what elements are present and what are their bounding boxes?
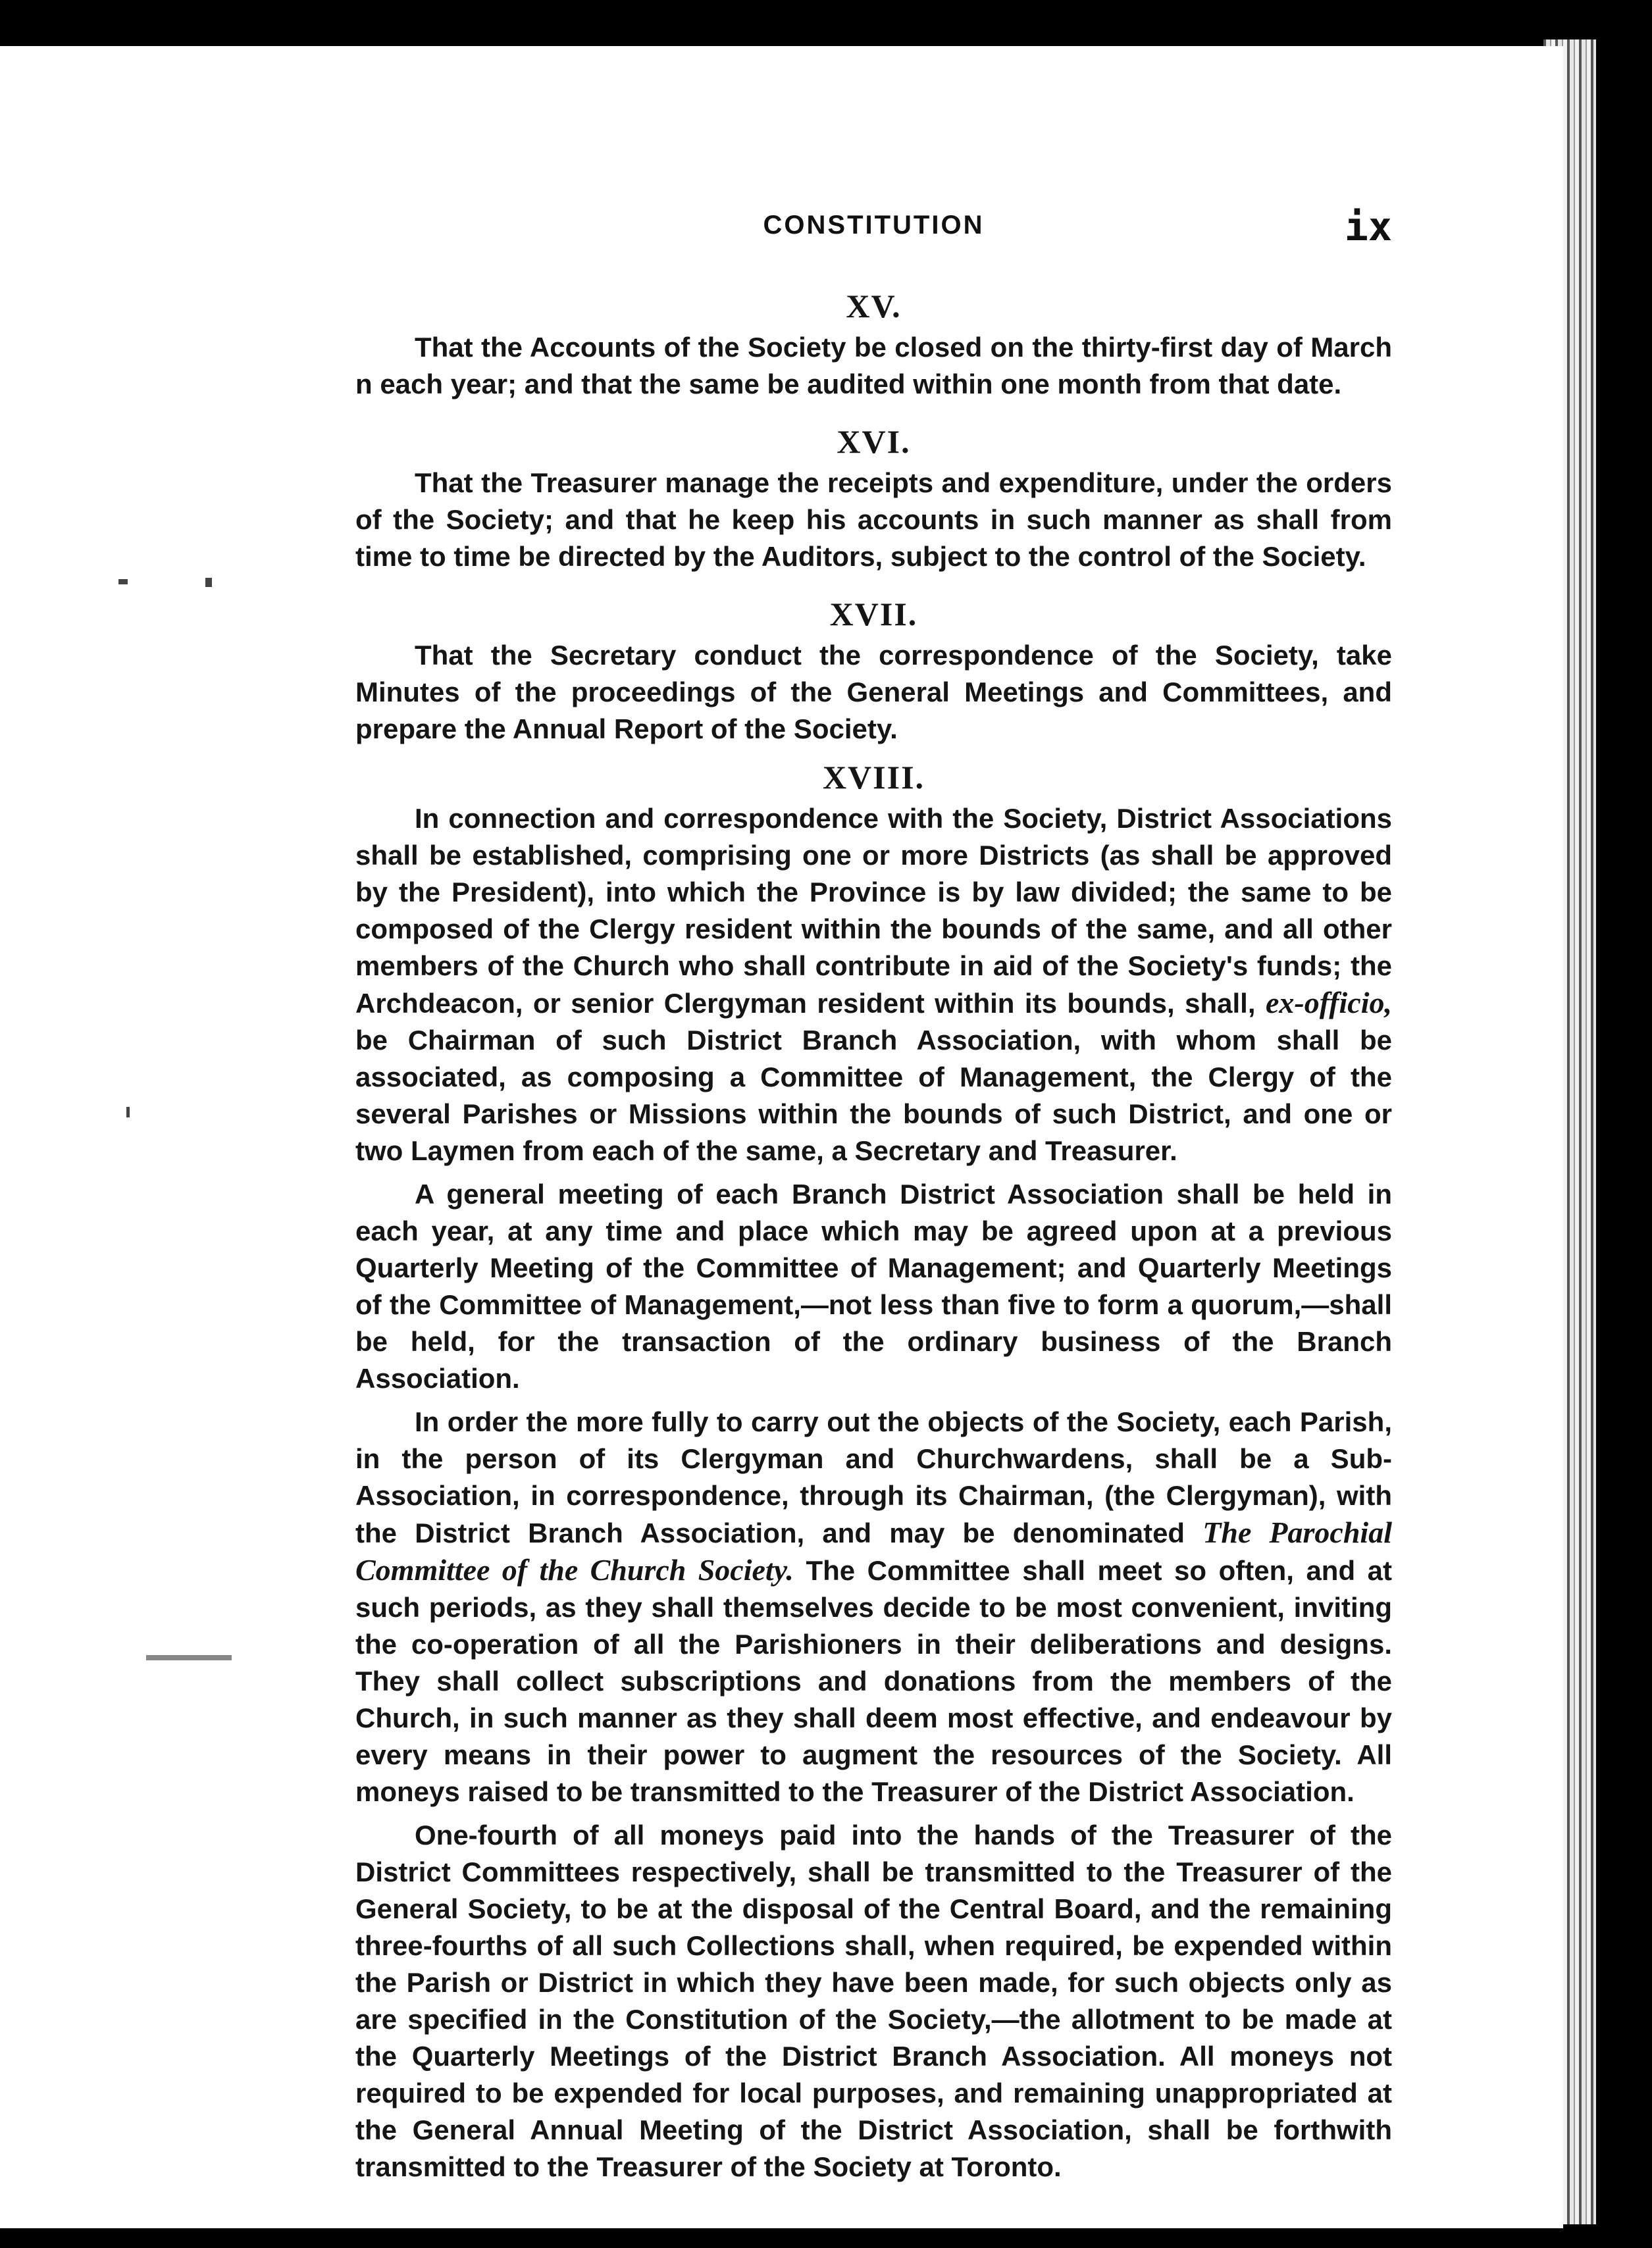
section-text-xv: That the Accounts of the Society be closed on the thirty-first day of March n each year; and that the same be audited within one month from that date. bbox=[355, 332, 1392, 399]
scan-speck bbox=[146, 1655, 232, 1660]
section-number-xvii: XVII. bbox=[829, 596, 918, 632]
page-number: ix bbox=[1344, 204, 1392, 250]
scan-border bbox=[1596, 39, 1652, 2248]
section-text-xvi: That the Treasurer manage the receipts and expenditure, under the orders of the Society; and that he keep his accounts in such manner as shall from time to time be directed by the Auditors, subject to the control of the Society. bbox=[355, 467, 1392, 572]
document-page bbox=[0, 46, 1563, 2228]
section-xviii-paragraph-3: In order the more fully to carry out the objects of the Society, each Parish, in the person of its Clergyman and Churchwardens, shall be a Sub-Association, in correspondence, through its Chairman, (the Clergyman), with the District Branch Association, and may be denominated The Parochial Committee of the Church Society. The Committee shall meet so often, and at such periods, as they shall themselves decide to be most convenient, inviting the co-operation of all the Parishioners in their deliberations and designs. They shall collect subscriptions and donations from the members of the Church, in such manner as they shall deem most effective, and endeavour by every means in their power to augment the resources of the Society. All moneys raised to be transmitted to the Treasurer of the District Association. bbox=[355, 1406, 1392, 1807]
section-xviii-paragraph-1: In connection and correspondence with the Society, District Associations shall be established, comprising one or more Districts (as shall be approved by the President), into which the Province is by law divided; the same to be composed of the Clergy resident within the bounds of the same, and all other members of the Church who shall contribute in aid of the Society's funds; the Archdeacon, or senior Clergyman resident within its bounds, shall, ex-officio, be Chairman of such District Branch Association, with whom shall be associated, as composing a Committee of Management, the Clergy of the several Parishes or Missions within the bounds of such District, and one or two Laymen from each of the same, a Secretary and Treasurer. bbox=[355, 803, 1392, 1166]
section-text-xvii: That the Secretary conduct the correspondence of the Society, take Minutes of the proceedings of the General Meetings and Committees, and prepare the Annual Report of the Society. bbox=[355, 640, 1392, 744]
page-header bbox=[355, 184, 1392, 257]
latin-term: ex-officio, bbox=[1265, 986, 1392, 1019]
section-number-xv: XV. bbox=[846, 288, 902, 324]
section-number-xviii: XVIII. bbox=[822, 759, 925, 796]
committee-name: The Parochial Committee of the Church Society. bbox=[355, 1516, 1392, 1587]
document-body bbox=[355, 283, 1392, 2192]
section-number-xvi: XVI. bbox=[837, 423, 911, 460]
scan-speck bbox=[126, 1107, 130, 1117]
scan-speck bbox=[205, 578, 212, 587]
running-head: CONSTITUTION bbox=[763, 211, 985, 240]
scan-speck bbox=[118, 579, 128, 584]
section-xviii-paragraph-2: A general meeting of each Branch District Association shall be held in each year, at any time and place which may be agreed upon at a previous Quarterly Meeting of the Committee of Management; and Quarterly Meetings of the Committee of Management,—not less than five to form a quorum,—shall be held, for the transaction of the ordinary business of the Branch Association. bbox=[355, 1179, 1392, 1394]
section-xviii-paragraph-4: One-fourth of all moneys paid into the hands of the Treasurer of the District Committees respectively, shall be transmitted to the Treasurer of the General Society, to be at the disposal of the Central Board, and the remaining three-fourths of all such Collections shall, when required, be expended within the Parish or District in which they have been made, for such objects only as are specified in the Constitution of the Society,—the allotment to be made at the Quarterly Meetings of the District Branch Association. All moneys not required to be expended for local purposes, and remaining unappropriated at the General Annual Meeting of the District Association, shall be forthwith transmitted to the Treasurer of the Society at Toronto. bbox=[355, 1820, 1392, 2182]
